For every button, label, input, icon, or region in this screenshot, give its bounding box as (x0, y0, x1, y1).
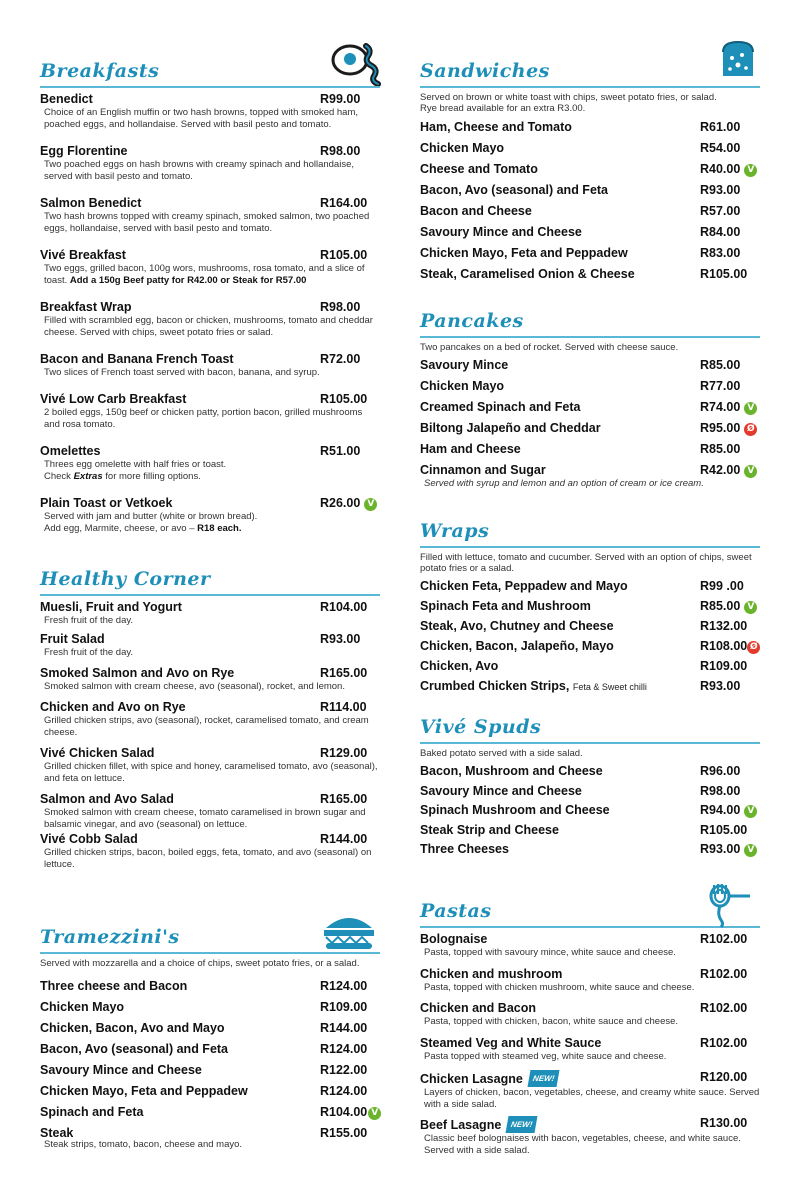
section-title-breakfasts: Breakfasts (40, 60, 160, 82)
item-description: Two poached eggs on hash browns with creamy spinach and hollandaise, served with basil pesto and tomato. (44, 159, 354, 182)
item-description-text: Two eggs, grilled bacon, 100g wors, mushrooms, rosa tomato, and a slice of toast. (44, 263, 365, 286)
vegetarian-icon: V (368, 1107, 381, 1120)
item-name: Steak Strip and Cheese (420, 822, 559, 837)
menu-item (40, 1040, 380, 1061)
item-description: Classic beef bolognaises with bacon, vegetables, cheese, and white sauce. Served with a side salad. (424, 1133, 741, 1156)
item-name: Breakfast Wrap (40, 300, 132, 314)
item-price: R164.00 (320, 196, 368, 210)
item-name: Bolognaise (420, 932, 488, 946)
item-price: R120.00 (700, 1070, 748, 1084)
section-wraps (420, 518, 760, 697)
item-price: R104.00 (320, 600, 368, 614)
spaghetti-fork-icon (706, 882, 754, 928)
menu-item (40, 600, 380, 632)
item-description: Pasta topped with steamed veg, white sauce and cheese. (424, 1050, 667, 1062)
section-title-pastas: Pastas (420, 900, 492, 922)
item-name: Plain Toast or Vetkoek (40, 496, 173, 510)
item-price: R93.00 (700, 679, 741, 693)
item-description (40, 263, 380, 286)
section-title-wraps: Wraps (420, 520, 490, 542)
section-description: Baked potato served with a side salad. (420, 748, 583, 759)
item-price: R102.00 (700, 1001, 748, 1015)
item-name: Steak, Caramelised Onion & Cheese (420, 267, 635, 281)
item-description-extra (40, 471, 380, 483)
item-name: Chicken Mayo, Feta and Peppadew (40, 1084, 248, 1098)
item-name: Muesli, Fruit and Yogurt (40, 600, 182, 614)
addon-price: R18 each. (197, 522, 242, 534)
menu-item (40, 977, 380, 998)
menu-item (40, 352, 380, 392)
menu-item (420, 577, 760, 597)
menu-item (40, 792, 380, 832)
vegetarian-icon: V (744, 465, 757, 478)
item-price: R57.00 (700, 204, 741, 218)
item-price: R130.00 (700, 1116, 748, 1130)
menu-item (40, 700, 380, 746)
item-description: Grilled chicken fillet, with spice and honey, caramelised tomato, avo (seasonal), and feta on lettuce. (44, 761, 378, 784)
menu-item (420, 265, 760, 286)
menu-item (40, 1082, 380, 1103)
item-price: R84.00 (700, 225, 741, 239)
item-description: Two hash browns topped with creamy spinach, smoked salmon, two poached eggs, hollandaise, served with basil pesto and tomato. (44, 211, 370, 234)
menu-item (420, 677, 760, 697)
item-upgrade-note: Add a 150g Beef patty for R42.00 or Steak for R57.00 (69, 274, 307, 286)
section-healthy-corner (40, 566, 380, 876)
item-description: Pasta, topped with savoury mince, white sauce and cheese. (424, 947, 676, 958)
extras-link-text: Extras (73, 470, 103, 482)
menu-item (40, 392, 380, 444)
menu-item (420, 181, 760, 202)
item-description: Choice of an English muffin or two hash browns, topped with smoked ham, poached eggs, and hollandaise. Served with basil pesto and tomato. (44, 107, 359, 130)
item-name: Steak, Avo, Chutney and Cheese (420, 619, 614, 633)
vegetarian-icon: V (744, 164, 757, 177)
section-description: Filled with lettuce, tomato and cucumber. Served with an option of chips, sweet potato fries or a salad. (420, 552, 752, 574)
item-name: Bacon, Avo (seasonal) and Feta (40, 1042, 229, 1056)
item-name: Chicken Feta, Peppadew and Mayo (420, 579, 628, 593)
section-divider (420, 742, 760, 744)
item-price: R98.00 (700, 783, 741, 798)
item-price: R105.00 (320, 392, 368, 406)
item-price: R165.00 (320, 792, 368, 806)
section-title-tramezzini: Tramezzini's (40, 926, 180, 948)
item-price: R99.00 (320, 92, 361, 106)
menu-item (420, 461, 760, 478)
item-name: Chicken and Avo on Rye (40, 700, 186, 714)
spicy-icon: Ø (747, 641, 760, 654)
menu-item (420, 782, 760, 802)
item-description: Threes egg omelette with half fries or toast. (44, 459, 227, 470)
item-price (320, 496, 377, 511)
item-description: Smoked salmon with cream cheese, avo (seasonal), rocket, and lemon. (44, 681, 345, 692)
item-price: R99 .00 (700, 579, 744, 593)
price-text: R95.00 (700, 421, 741, 435)
menu-item (40, 248, 380, 300)
item-price: R51.00 (320, 444, 361, 458)
menu-item (40, 832, 380, 876)
menu-item (420, 1116, 760, 1162)
menu-item (40, 144, 380, 196)
item-name: Chicken, Avo (420, 659, 499, 673)
section-note: Served with syrup and lemon and an option of cream or ice cream. (424, 478, 704, 489)
menu-item (40, 1124, 380, 1158)
menu-item (40, 746, 380, 792)
section-divider (40, 86, 380, 88)
section-description: Served with mozzarella and a choice of chips, sweet potato fries, or a salad. (40, 958, 360, 969)
menu-item (40, 1019, 380, 1040)
menu-item (420, 762, 760, 782)
item-price: R93.00 (320, 632, 361, 646)
menu-item (420, 223, 760, 244)
item-price: R105.00 (320, 248, 368, 262)
item-price: R124.00 (320, 979, 368, 993)
item-name: Vivé Chicken Salad (40, 746, 155, 760)
item-price: R165.00 (320, 666, 368, 680)
menu-item (420, 801, 760, 821)
item-name: Bacon, Mushroom and Cheese (420, 764, 603, 778)
menu-item (40, 444, 380, 496)
section-description-extra: Rye bread available for an extra R3.00. (420, 103, 586, 114)
item-price: R144.00 (320, 832, 368, 846)
vegetarian-icon: V (744, 805, 757, 818)
item-price: R122.00 (320, 1063, 368, 1077)
item-price: R105.00 (700, 267, 748, 281)
item-price (700, 597, 757, 616)
section-title-healthy-corner: Healthy Corner (40, 568, 211, 590)
item-name: Vivé Low Carb Breakfast (40, 392, 187, 406)
menu-item (40, 1103, 380, 1124)
item-description: Grilled chicken strips, avo (seasonal), rocket, caramelised tomato, and cream cheese. (44, 715, 369, 738)
price-text: R74.00 (700, 400, 741, 414)
item-name: Steamed Veg and White Sauce (420, 1035, 602, 1050)
item-name: Three cheese and Bacon (40, 979, 188, 993)
menu-item (420, 1070, 760, 1116)
section-divider (420, 336, 760, 338)
item-name: Smoked Salmon and Avo on Rye (40, 666, 235, 680)
item-name: Fruit Salad (40, 632, 105, 646)
item-price: R105.00 (700, 822, 748, 837)
extras-note-prefix: Check (44, 470, 74, 482)
item-price: R54.00 (700, 141, 741, 155)
section-title-sandwiches: Sandwiches (420, 60, 550, 82)
item-price (700, 160, 757, 179)
item-price: R85.00 (700, 442, 741, 456)
menu-item (40, 666, 380, 700)
menu-item (420, 637, 760, 657)
item-price: R61.00 (700, 120, 741, 134)
item-name-text: Crumbed Chicken Strips, (420, 679, 570, 693)
sandwich-icon (322, 910, 376, 950)
item-name: Chicken Mayo (420, 141, 505, 155)
item-price: R77.00 (700, 379, 741, 393)
item-price: R144.00 (320, 1021, 368, 1035)
item-name: Chicken Mayo (40, 1000, 125, 1014)
menu-item (420, 202, 760, 223)
menu-item (420, 440, 760, 461)
price-text: R42.00 (700, 463, 741, 477)
menu-item (40, 998, 380, 1019)
item-price (700, 637, 760, 656)
item-price (700, 419, 757, 438)
menu-item (420, 967, 760, 1002)
item-name: Savoury Mince and Cheese (40, 1063, 202, 1077)
section-divider (40, 594, 380, 596)
spicy-icon: Ø (744, 423, 757, 436)
item-name: Savoury Mince and Cheese (420, 783, 582, 798)
item-name: Cheese and Tomato (420, 162, 538, 176)
menu-item (40, 632, 380, 666)
section-vive-spuds (420, 714, 760, 860)
item-price: R155.00 (320, 1126, 368, 1140)
menu-item (420, 139, 760, 160)
item-price: R102.00 (700, 1035, 748, 1050)
menu-item (420, 356, 760, 377)
item-price (700, 801, 757, 820)
section-tramezzini (40, 924, 380, 1158)
item-description: Two slices of French toast served with bacon, banana, and syrup. (44, 367, 320, 378)
vegetarian-icon: V (744, 601, 757, 614)
section-divider (40, 952, 380, 954)
section-sandwiches (420, 58, 760, 286)
item-name-text: Chicken Lasagne (420, 1072, 523, 1086)
price-text: R108.00 (700, 639, 748, 653)
item-name: Spinach Feta and Mushroom (420, 599, 591, 613)
price-text: R85.00 (700, 599, 741, 613)
item-description: 2 boiled eggs, 150g beef or chicken patty, portion bacon, grilled mushrooms and rosa tomato. (44, 407, 363, 430)
item-price (320, 1103, 381, 1122)
menu-item (420, 1036, 760, 1071)
item-name: Savoury Mince and Cheese (420, 225, 582, 239)
item-name: Ham and Cheese (420, 442, 521, 456)
menu-item (420, 419, 760, 440)
item-name: Omelettes (40, 444, 101, 458)
menu-item (420, 840, 760, 860)
item-description: Grilled chicken strips, bacon, boiled eggs, feta, tomato, and avo (seasonal) on lettuce. (44, 847, 372, 870)
new-badge: NEW! (527, 1070, 559, 1087)
menu-item (420, 1001, 760, 1036)
eggs-and-bacon-icon (330, 38, 384, 86)
menu-item (420, 617, 760, 637)
item-price: R98.00 (320, 300, 361, 314)
item-price: R109.00 (320, 1000, 368, 1014)
menu-item (40, 92, 380, 144)
item-name: Chicken Mayo (420, 379, 505, 393)
vegetarian-icon: V (744, 402, 757, 415)
item-description: Pasta, topped with chicken mushroom, white sauce and cheese. (424, 981, 695, 993)
item-description: Layers of chicken, bacon, vegetables, cheese, and creamy white sauce. Served with a side salad. (424, 1087, 760, 1110)
item-description: Fresh fruit of the day. (44, 615, 134, 626)
item-price: R129.00 (320, 746, 368, 760)
section-description: Served on brown or white toast with chips, sweet potato fries, or salad. (420, 92, 717, 103)
extras-note-suffix: for more filling options. (102, 470, 201, 482)
menu-item (420, 932, 760, 967)
item-name: Cinnamon and Sugar (420, 463, 546, 477)
section-title-vive-spuds: Vivé Spuds (420, 716, 542, 738)
new-badge: NEW! (506, 1116, 538, 1133)
item-name: Bacon, Avo (seasonal) and Feta (420, 183, 609, 197)
item-name: Chicken Mayo, Feta and Peppadew (420, 246, 628, 260)
menu-item (420, 597, 760, 617)
item-name: Savoury Mince (420, 358, 509, 372)
item-name: Creamed Spinach and Feta (420, 400, 581, 414)
item-name: Salmon and Avo Salad (40, 792, 174, 806)
menu-item (40, 496, 380, 542)
item-price: R124.00 (320, 1084, 368, 1098)
item-name: Chicken, Bacon, Avo and Mayo (40, 1021, 225, 1035)
menu-item (420, 244, 760, 265)
item-name: Vivé Breakfast (40, 248, 126, 262)
item-name: Ham, Cheese and Tomato (420, 120, 572, 134)
item-name: Bacon and Cheese (420, 204, 532, 218)
section-title-pancakes: Pancakes (420, 310, 524, 332)
price-text: R93.00 (700, 842, 741, 856)
item-price: R124.00 (320, 1042, 368, 1056)
item-name: Spinach and Feta (40, 1105, 144, 1119)
item-name: Egg Florentine (40, 144, 128, 158)
addon-note: Add egg, Marmite, cheese, or avo – (44, 522, 198, 534)
price-text: R40.00 (700, 162, 741, 176)
item-name: Chicken, Bacon, Jalapeño, Mayo (420, 639, 614, 653)
vegetarian-icon: V (744, 844, 757, 857)
item-price: R83.00 (700, 246, 741, 260)
item-price: R132.00 (700, 619, 748, 633)
item-name: Vivé Cobb Salad (40, 832, 138, 846)
item-description: Steak strips, tomato, bacon, cheese and mayo. (44, 1139, 243, 1150)
item-name: Three Cheeses (420, 842, 509, 856)
item-name-note: Feta & Sweet chilli (572, 682, 647, 692)
item-price: R93.00 (700, 183, 741, 197)
item-name: Bacon and Banana French Toast (40, 352, 234, 366)
item-price: R72.00 (320, 352, 361, 366)
menu-item (420, 377, 760, 398)
item-description-extra (40, 523, 380, 535)
item-price (700, 840, 757, 859)
item-name-text: Beef Lasagne (420, 1118, 502, 1132)
menu-item (420, 398, 760, 419)
item-price: R98.00 (320, 144, 361, 158)
item-name: Steak (40, 1126, 74, 1140)
item-price: R114.00 (320, 700, 367, 714)
item-name: Salmon Benedict (40, 196, 142, 210)
menu-item (420, 657, 760, 677)
menu-item (40, 300, 380, 352)
item-price: R109.00 (700, 659, 748, 673)
menu-item (420, 821, 760, 841)
item-price: R102.00 (700, 966, 748, 981)
item-name: Biltong Jalapeño and Cheddar (420, 421, 601, 435)
item-description: Fresh fruit of the day. (44, 647, 134, 658)
item-name: Chicken and mushroom (420, 966, 563, 981)
item-price (700, 461, 757, 480)
vegetarian-icon: V (364, 498, 377, 511)
item-price: R96.00 (700, 764, 741, 778)
menu-item (40, 196, 380, 248)
menu-item (40, 1061, 380, 1082)
item-price: R85.00 (700, 358, 741, 372)
item-description: Served with jam and butter (white or brown bread). (44, 511, 258, 522)
item-price: R102.00 (700, 932, 748, 946)
section-pancakes (420, 308, 760, 490)
item-name: Spinach Mushroom and Cheese (420, 803, 610, 817)
item-name: Chicken and Bacon (420, 1001, 536, 1015)
menu-item (420, 118, 760, 139)
price-text: R94.00 (700, 803, 741, 817)
section-pastas (420, 898, 760, 1162)
section-divider (420, 86, 760, 88)
item-description: Smoked salmon with cream cheese, tomato caramelised in brown sugar and balsamic vinegar, and avo (seasonal) on lettuce. (44, 807, 366, 830)
item-price (700, 398, 757, 417)
menu-item (420, 160, 760, 181)
section-divider (420, 546, 760, 548)
price-text: R104.00 (320, 1105, 368, 1119)
item-name: Benedict (40, 92, 93, 106)
item-description: Filled with scrambled egg, bacon or chicken, mushrooms, tomato and cheddar cheese. Served with chips, sweet potato fries or salad. (44, 315, 373, 338)
price-text: R26.00 (320, 496, 361, 510)
bread-slice-icon (718, 38, 758, 80)
section-description: Two pancakes on a bed of rocket. Served with cheese sauce. (420, 342, 679, 353)
section-breakfasts (40, 58, 380, 542)
item-description: Pasta, topped with chicken, bacon, white sauce and cheese. (424, 1016, 679, 1027)
